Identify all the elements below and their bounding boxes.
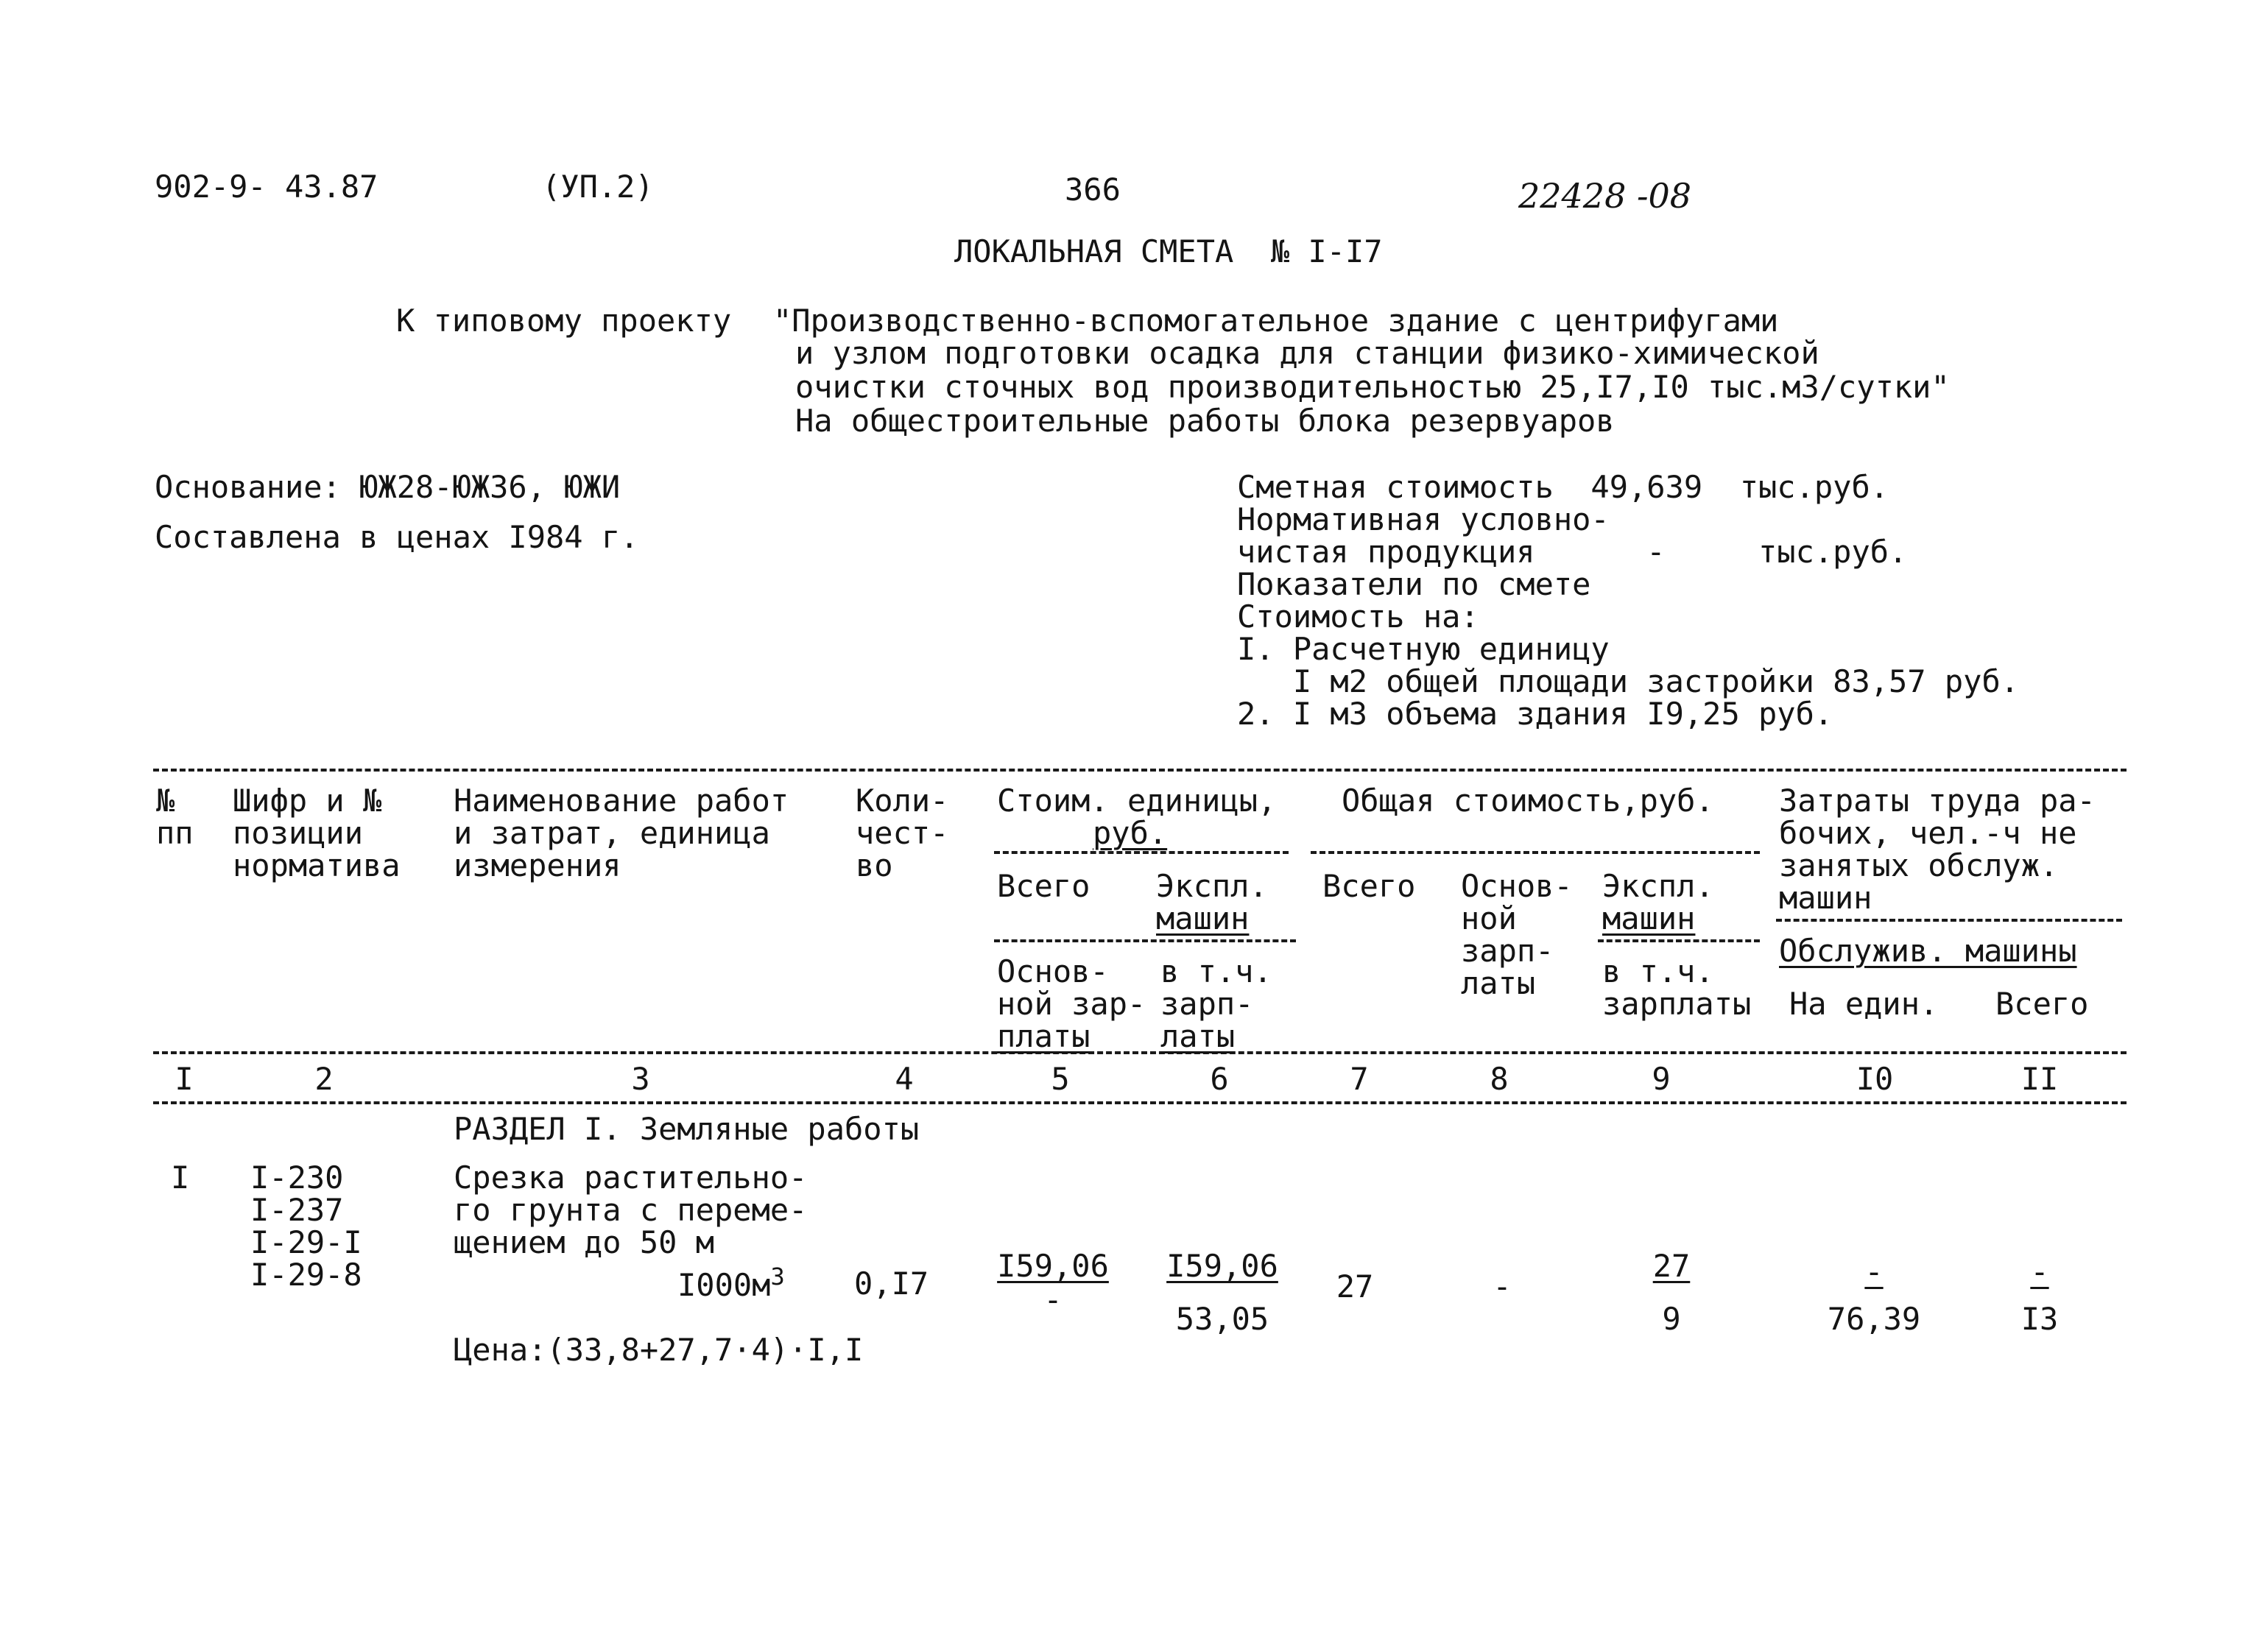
header-labor-group-line4: машин bbox=[1779, 880, 1872, 916]
project-line-3: очистки сточных вод производительностью 25,I7,I0 тыс.м3/сутки" bbox=[795, 369, 1950, 405]
row1-unit-cost-wage: - bbox=[1043, 1282, 1063, 1318]
project-line-4: На общестроительные работы блока резервуаров bbox=[795, 403, 1615, 439]
row1-name-line1: Срезка растительно- bbox=[454, 1159, 808, 1196]
handwritten-inventory-number: 22428 -08 bbox=[1518, 176, 1692, 216]
header-col1-line2: пп bbox=[156, 815, 194, 851]
column-number-10: I0 bbox=[1856, 1061, 1894, 1097]
header-col8-line4: латы bbox=[1461, 965, 1536, 1001]
header-col11: Всего bbox=[1995, 986, 2089, 1022]
header-col6-top-line2: машин bbox=[1156, 900, 1250, 936]
header-labor-group-line1: Затраты труда ра- bbox=[1779, 783, 2096, 819]
header-col2-line3: норматива bbox=[233, 847, 401, 883]
total-cost-group-rule bbox=[1311, 851, 1760, 854]
section-title: РАЗДЕЛ I. Земляные работы bbox=[454, 1111, 920, 1147]
row1-unit-cost-total: I59,06 bbox=[997, 1248, 1109, 1284]
header-col5-bottom-line2: ной зар- bbox=[997, 986, 1146, 1022]
total-mach-sub-rule bbox=[1598, 939, 1760, 942]
header-col9-bottom-line1: в т.ч. bbox=[1602, 953, 1714, 989]
document-title: ЛОКАЛЬНАЯ СМЕТА № I-I7 bbox=[954, 233, 1383, 269]
header-unit-cost-rub: руб. bbox=[1093, 815, 1168, 851]
column-number-1: I bbox=[175, 1061, 194, 1097]
header-col3-line2: и затрат, единица bbox=[454, 815, 770, 851]
row1-total-cost: 27 bbox=[1336, 1268, 1374, 1305]
header-col2-line1: Шифр и № bbox=[233, 783, 382, 819]
header-total-cost-group: Общая стоимость,руб. bbox=[1342, 783, 1714, 819]
cost-info-line-4: Показатели по смете bbox=[1237, 566, 1591, 602]
album-number: (УП.2) bbox=[542, 169, 654, 205]
header-col1-line1: № bbox=[156, 783, 175, 819]
cost-info-line-6: I. Расчетную единицу bbox=[1237, 631, 1610, 667]
document-code: 902-9- 43.87 bbox=[155, 169, 378, 205]
column-number-8: 8 bbox=[1490, 1061, 1509, 1097]
column-number-11: II bbox=[2020, 1061, 2059, 1097]
cost-info-line-5: Стоимость на: bbox=[1237, 599, 1479, 635]
row1-price-formula: Цена:(33,8+27,7·4)·I,I bbox=[454, 1332, 864, 1368]
cost-info-line-2: Нормативная условно- bbox=[1237, 501, 1610, 537]
header-col8-line3: зарп- bbox=[1461, 933, 1554, 969]
column-number-5: 5 bbox=[1051, 1061, 1070, 1097]
header-col3-line3: измерения bbox=[454, 847, 621, 883]
header-col6-top-line1: Экспл. bbox=[1156, 868, 1268, 904]
cost-info-line-7: I м2 общей площади застройки 83,57 руб. bbox=[1237, 663, 2020, 699]
project-label: К типовому проекту bbox=[396, 303, 732, 339]
unit-cost-group-rule bbox=[994, 851, 1289, 854]
header-col6-bottom-line1: в т.ч. bbox=[1160, 953, 1272, 989]
row1-name-line2: го грунта с переме- bbox=[454, 1192, 808, 1228]
row1-unit-text: I000м bbox=[677, 1267, 771, 1303]
header-col6-bottom-line3: латы bbox=[1160, 1018, 1236, 1054]
cost-info-line-8: 2. I м3 объема здания I9,25 руб. bbox=[1237, 696, 1833, 732]
header-col2-line2: позиции bbox=[233, 815, 364, 851]
column-number-4: 4 bbox=[895, 1061, 914, 1097]
row1-code-3: I-29-I bbox=[250, 1224, 362, 1260]
column-number-9: 9 bbox=[1652, 1061, 1671, 1097]
cost-info-line-1: Сметная стоимость 49,639 тыс.руб. bbox=[1237, 469, 1889, 505]
column-numbers-bottom-rule bbox=[153, 1101, 2127, 1104]
labor-group-rule bbox=[1776, 919, 2122, 922]
row1-labor-total: I3 bbox=[2020, 1301, 2059, 1337]
basis-line: Основание: ЮЖ28-ЮЖ36, ЮЖИ bbox=[155, 469, 621, 505]
row1-quantity: 0,I7 bbox=[854, 1266, 929, 1302]
header-col4-line2: чест- bbox=[856, 815, 949, 851]
row1-unit bbox=[677, 1260, 785, 1302]
column-number-6: 6 bbox=[1210, 1061, 1229, 1097]
column-number-7: 7 bbox=[1350, 1061, 1369, 1097]
header-col7: Всего bbox=[1322, 868, 1416, 904]
page-number: 366 bbox=[1065, 172, 1121, 208]
project-line-2: и узлом подготовки осадка для станции физико-химической bbox=[795, 335, 1819, 371]
column-number-2: 2 bbox=[314, 1061, 334, 1097]
header-col5-top: Всего bbox=[997, 868, 1091, 904]
header-col10: На един. bbox=[1789, 986, 1939, 1022]
header-col9-top-line2: машин bbox=[1602, 900, 1696, 936]
row1-labor-per-unit: 76,39 bbox=[1827, 1301, 1921, 1337]
header-labor-group-line2: бочих, чел.-ч не bbox=[1779, 815, 2077, 851]
header-col9-bottom-line2: зарплаты bbox=[1602, 986, 1752, 1022]
row1-code-2: I-237 bbox=[250, 1192, 344, 1228]
row1-labor-per-unit-top: - bbox=[1864, 1254, 1884, 1290]
row1-total-wage: - bbox=[1493, 1268, 1512, 1305]
row1-total-machines-wage: 9 bbox=[1662, 1301, 1681, 1337]
header-col6-bottom-line2: зарп- bbox=[1160, 986, 1254, 1022]
header-labor-group-line3: занятых обслуж. bbox=[1779, 847, 2059, 883]
unit-cost-sub-rule bbox=[994, 939, 1296, 942]
row1-code-1: I-230 bbox=[250, 1159, 344, 1196]
header-col8-line1: Основ- bbox=[1461, 868, 1573, 904]
row1-labor-total-top: - bbox=[2030, 1254, 2049, 1290]
header-bottom-rule bbox=[153, 1051, 2127, 1054]
table-top-rule bbox=[153, 769, 2127, 772]
header-col4-line3: во bbox=[856, 847, 893, 883]
row1-code-4: I-29-8 bbox=[250, 1257, 362, 1293]
row1-name-line3: щением до 50 м bbox=[454, 1224, 715, 1260]
header-unit-cost-group: Стоим. единицы, bbox=[997, 783, 1277, 819]
row1-number: I bbox=[171, 1159, 190, 1196]
header-col8-line2: ной bbox=[1461, 900, 1517, 936]
header-col3-line1: Наименование работ bbox=[454, 783, 789, 819]
header-col5-bottom-line1: Основ- bbox=[997, 953, 1109, 989]
header-labor-subgroup: Обслужив. машины bbox=[1779, 933, 2077, 969]
cost-info-line-3: чистая продукция - тыс.руб. bbox=[1237, 534, 1908, 570]
header-col4-line1: Коли- bbox=[856, 783, 949, 819]
header-col5-bottom-line3: платы bbox=[997, 1018, 1091, 1054]
row1-unit-superscript: 3 bbox=[770, 1263, 785, 1291]
row1-unit-cost-machines-wage: 53,05 bbox=[1175, 1301, 1269, 1337]
column-number-3: 3 bbox=[631, 1061, 650, 1097]
prices-year-line: Составлена в ценах I984 г. bbox=[155, 519, 639, 555]
row1-total-machines: 27 bbox=[1652, 1248, 1691, 1284]
row1-unit-cost-machines: I59,06 bbox=[1166, 1248, 1278, 1284]
project-line-1: "Производственно-вспомогательное здание с центрифугами bbox=[773, 303, 1779, 339]
header-col9-top-line1: Экспл. bbox=[1602, 868, 1714, 904]
